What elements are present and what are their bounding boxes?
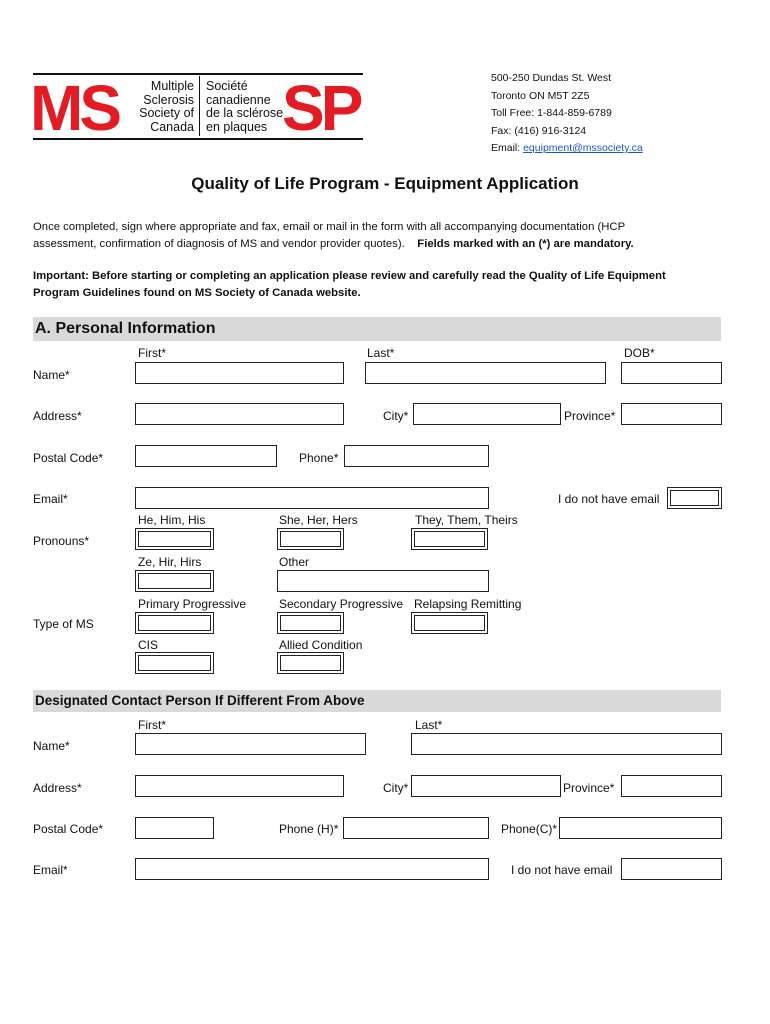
pronoun-option-label: Ze, Hir, Hirs bbox=[138, 555, 202, 569]
contact-last-name-input[interactable] bbox=[411, 733, 722, 755]
contact-phone-home-input[interactable] bbox=[343, 817, 489, 839]
address-email-label: Email: bbox=[491, 142, 524, 154]
logo-fr-line: Société bbox=[206, 79, 248, 93]
intro-line-2: assessment, confirmation of diagnosis of MS and vendor provider quotes). Fields marked with an (*) are mandatory. bbox=[33, 238, 634, 250]
province-input[interactable] bbox=[621, 403, 722, 425]
no-email-label: I do not have email bbox=[558, 492, 660, 506]
city-input[interactable] bbox=[413, 403, 561, 425]
dob-input[interactable] bbox=[621, 362, 722, 384]
postal-code-input[interactable] bbox=[135, 445, 277, 467]
contact-postal-code-input[interactable] bbox=[135, 817, 214, 839]
pronoun-option-label: She, Her, Hers bbox=[279, 513, 358, 527]
contact-address-input[interactable] bbox=[135, 775, 344, 797]
city-label: City* bbox=[383, 409, 409, 423]
contact-email-label: Email* bbox=[33, 863, 68, 877]
pronoun-they-checkbox[interactable] bbox=[411, 528, 488, 550]
address-street: 500-250 Dundas St. West bbox=[491, 72, 612, 84]
section-a-header bbox=[33, 317, 721, 341]
email-label: Email* bbox=[33, 492, 68, 506]
contact-phone-home-label: Phone (H)* bbox=[279, 822, 339, 836]
name-label: Name* bbox=[33, 368, 70, 382]
last-name-input[interactable] bbox=[365, 362, 606, 384]
ms-logo-mark: MS bbox=[30, 72, 118, 144]
contact-section-header bbox=[33, 690, 721, 712]
contact-last-name-label: Last* bbox=[415, 718, 443, 732]
phone-input[interactable] bbox=[344, 445, 489, 467]
province-label: Province* bbox=[564, 409, 616, 423]
first-name-input[interactable] bbox=[135, 362, 344, 384]
logo-en-line: Society of bbox=[139, 106, 194, 120]
important-line-2: Program Guidelines found on MS Society of Canada website. bbox=[33, 287, 361, 299]
logo-fr-line: canadienne bbox=[206, 92, 271, 107]
page-title: Quality of Life Program - Equipment Application bbox=[191, 174, 579, 193]
logo-en-line: Canada bbox=[150, 119, 194, 134]
other-label: Other bbox=[279, 555, 310, 569]
contact-province-input[interactable] bbox=[621, 775, 722, 797]
contact-section-title: Designated Contact Person If Different From Above bbox=[35, 693, 365, 708]
postal-code-label: Postal Code* bbox=[33, 451, 104, 465]
ms-type-option-label: Primary Progressive bbox=[138, 597, 247, 611]
address-fax: Fax: (416) 916-3124 bbox=[491, 124, 587, 137]
ms-primary-progressive-checkbox[interactable] bbox=[135, 612, 214, 634]
address-email-line bbox=[491, 140, 643, 158]
logo-en-line: Sclerosis bbox=[143, 92, 194, 107]
address-email-link[interactable]: equipment@mssociety.ca bbox=[523, 142, 643, 154]
intro-line-1: Once completed, sign where appropriate and fax, email or mail in the form with all accompanying documentation (HCP bbox=[33, 221, 626, 233]
email-input[interactable] bbox=[135, 487, 489, 509]
first-name-label: First* bbox=[138, 346, 166, 360]
contact-no-email-input[interactable] bbox=[621, 858, 722, 880]
no-email-checkbox[interactable] bbox=[667, 487, 722, 509]
society-address bbox=[491, 70, 643, 158]
intro-text bbox=[33, 219, 733, 253]
contact-email-input[interactable] bbox=[135, 858, 489, 880]
ms-type-option-label: Allied Condition bbox=[279, 638, 363, 652]
contact-no-email-label: I do not have email bbox=[511, 863, 613, 877]
address-input[interactable] bbox=[135, 403, 344, 425]
important-note bbox=[33, 268, 733, 302]
contact-first-name-input[interactable] bbox=[135, 733, 366, 755]
last-name-label: Last* bbox=[367, 346, 395, 360]
pronoun-he-checkbox[interactable] bbox=[135, 528, 214, 550]
ms-type-option-label: CIS bbox=[138, 638, 159, 652]
mandatory-note: Fields marked with an (*) are mandatory. bbox=[417, 238, 634, 250]
pronoun-ze-checkbox[interactable] bbox=[135, 570, 214, 592]
logo-en-line: Multiple bbox=[150, 79, 194, 93]
ms-type-option-label: Relapsing Remitting bbox=[414, 597, 522, 611]
contact-phone-cell-input[interactable] bbox=[559, 817, 722, 839]
important-line-1: Important: Before starting or completing an application please review and carefully read the Quality of Life Equipment bbox=[33, 270, 666, 282]
address-label: Address* bbox=[33, 409, 82, 423]
address-city: Toronto ON M5T 2Z5 bbox=[491, 89, 590, 102]
dob-label: DOB* bbox=[624, 346, 655, 360]
ms-secondary-progressive-checkbox[interactable] bbox=[277, 612, 344, 634]
ms-type-option-label: Secondary Progressive bbox=[279, 597, 404, 611]
address-toll-free: Toll Free: 1-844-859-6789 bbox=[491, 107, 612, 119]
contact-province-label: Province* bbox=[563, 781, 615, 795]
logo-fr-line: de la sclérose bbox=[206, 106, 284, 120]
pronoun-option-label: They, Them, Theirs bbox=[415, 513, 518, 527]
contact-phone-cell-label: Phone(C)* bbox=[501, 822, 558, 836]
contact-city-input[interactable] bbox=[411, 775, 561, 797]
section-a-title: A. Personal Information bbox=[35, 320, 216, 337]
contact-city-label: City* bbox=[383, 781, 409, 795]
ms-cis-checkbox[interactable] bbox=[135, 652, 214, 674]
logo-fr-line: en plaques bbox=[206, 119, 268, 134]
contact-first-name-label: First* bbox=[138, 718, 166, 732]
ms-relapsing-remitting-checkbox[interactable] bbox=[411, 612, 488, 634]
sp-logo-mark: SP bbox=[282, 72, 360, 144]
contact-name-label: Name* bbox=[33, 739, 70, 753]
contact-address-label: Address* bbox=[33, 781, 82, 795]
contact-postal-code-label: Postal Code* bbox=[33, 822, 104, 836]
pronoun-she-checkbox[interactable] bbox=[277, 528, 344, 550]
pronouns-label: Pronouns* bbox=[33, 534, 90, 548]
pronoun-other-input[interactable] bbox=[277, 570, 489, 592]
ms-allied-condition-checkbox[interactable] bbox=[277, 652, 344, 674]
ms-type-label: Type of MS bbox=[33, 617, 94, 631]
phone-label: Phone* bbox=[299, 451, 339, 465]
pronoun-option-label: He, Him, His bbox=[138, 513, 206, 527]
